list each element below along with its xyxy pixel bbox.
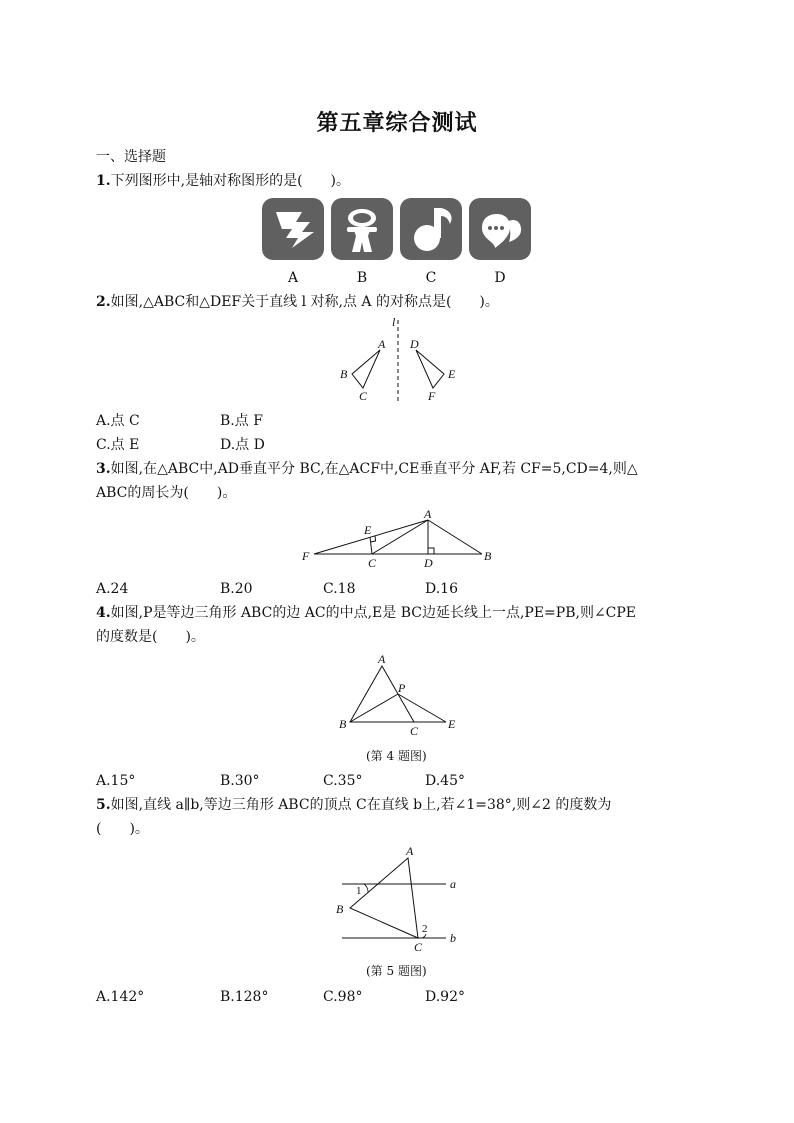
figure-caption: (第 4 题图)	[366, 749, 427, 763]
option-d: D.点 D	[220, 437, 265, 453]
label-line-a: a	[450, 877, 456, 891]
figure-logo-icon	[331, 198, 393, 260]
question-line: 如图,在△ABC中,AD垂直平分 BC,在△ACF中,CE垂直平分 AF,若 CF=5,CD=4,则△	[110, 461, 638, 477]
question-number: 3.	[96, 461, 111, 477]
figure-q4	[334, 652, 464, 738]
option-a: A.142°	[96, 989, 145, 1005]
option-d: D.16	[425, 581, 458, 597]
label-d: D	[424, 556, 433, 570]
label-p: P	[398, 681, 406, 695]
option-b: B.30°	[220, 773, 260, 789]
page-title: 第五章综合测试	[316, 111, 478, 136]
option-b: B.128°	[220, 989, 269, 1005]
label-f: F	[428, 389, 436, 403]
line-ac	[372, 520, 428, 554]
label-d: D	[410, 337, 419, 351]
question-line: 如图,△ABC和△DEF关于直线 l 对称,点 A 的对称点是( )。	[110, 294, 499, 310]
option-a: A.点 C	[96, 413, 140, 429]
label-c: C	[414, 940, 423, 954]
question-5-text-line2: ( )。	[96, 821, 149, 837]
option-c: C.点 E	[96, 437, 140, 453]
label-c: C	[410, 724, 419, 738]
label-f: F	[302, 549, 310, 563]
question-2-text	[96, 292, 499, 312]
chat-bubble-logo-icon	[469, 198, 531, 260]
label-b: B	[336, 902, 344, 916]
option-a: A.24	[96, 581, 129, 597]
option-d: D.92°	[425, 989, 465, 1005]
triangle-abc	[350, 858, 418, 938]
label-c: C	[368, 556, 377, 570]
label-l: l	[392, 316, 396, 329]
figure-q2	[330, 316, 470, 406]
question-3-text-line2: ABC的周长为( )。	[96, 485, 237, 501]
music-note-logo-icon	[400, 198, 462, 260]
question-3-text-line1	[96, 459, 638, 479]
line-pe	[398, 694, 446, 722]
label-angle-1: 1	[356, 885, 362, 897]
label-angle-2: 2	[422, 923, 428, 935]
question-number: 1.	[96, 173, 111, 189]
question-line: 如图,直线 a∥b,等边三角形 ABC的顶点 C在直线 b上,若∠1=38°,则∠2 的度数为	[110, 797, 612, 813]
line-bp	[350, 694, 398, 722]
icon-label-b: B	[356, 270, 368, 286]
option-c: C.35°	[323, 773, 363, 789]
triangle-def	[416, 350, 444, 388]
question-number: 5.	[96, 797, 111, 813]
question-number: 4.	[96, 605, 111, 621]
feather-logo-icon	[262, 198, 324, 260]
label-e: E	[364, 523, 372, 537]
label-a: A	[406, 844, 414, 858]
label-e: E	[448, 367, 456, 381]
figure-caption: (第 5 题图)	[366, 964, 427, 978]
section-heading: 一、选择题	[96, 149, 166, 165]
triangle-abc	[352, 350, 380, 388]
icon-label-c: C	[425, 270, 437, 286]
label-a: A	[424, 507, 432, 521]
label-a: A	[378, 337, 386, 351]
option-c: C.98°	[323, 989, 363, 1005]
question-1-text	[96, 171, 350, 191]
label-e: E	[448, 717, 456, 731]
label-line-b: b	[450, 931, 456, 945]
option-d: D.45°	[425, 773, 465, 789]
option-b: B.20	[220, 581, 253, 597]
option-a: A.15°	[96, 773, 136, 789]
question-4-text-line1	[96, 603, 636, 623]
line-ab	[428, 520, 482, 554]
question-4-text-line2: 的度数是( )。	[96, 629, 205, 645]
label-a: A	[378, 652, 386, 666]
label-b: B	[340, 367, 348, 381]
icon-label-a: A	[287, 270, 299, 286]
icon-label-d: D	[494, 270, 506, 286]
figure-q5	[330, 842, 470, 956]
label-c: C	[359, 389, 368, 403]
label-b: B	[484, 549, 492, 563]
figure-q3	[298, 506, 498, 572]
question-5-text-line1	[96, 795, 611, 815]
option-c: C.18	[323, 581, 356, 597]
question-line: 如图,P是等边三角形 ABC的边 AC的中点,E是 BC边延长线上一点,PE=PB,则∠CPE	[110, 605, 637, 621]
option-b: B.点 F	[220, 413, 263, 429]
label-b: B	[339, 717, 347, 731]
question-line: 下列图形中,是轴对称图形的是( )。	[110, 173, 350, 189]
question-number: 2.	[96, 294, 111, 310]
line-ce	[370, 537, 372, 554]
